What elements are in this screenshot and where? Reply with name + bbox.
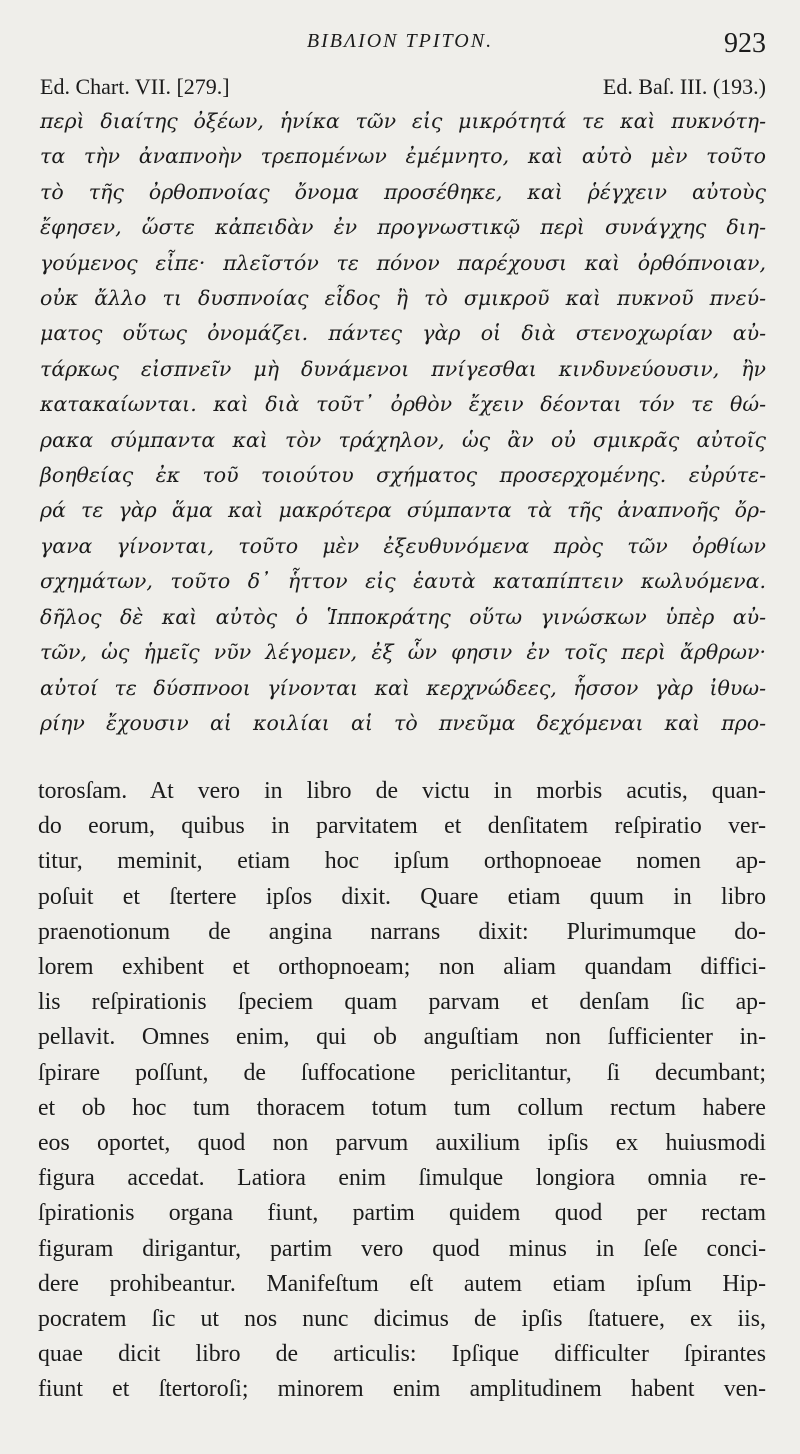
latin-line: figura accedat. Latiora enim ſimulque longiora omnia re- [38, 1165, 766, 1192]
latin-line: ſpirare poſſunt, de ſuffocatione periclitantur, ſi decumbant; [38, 1059, 766, 1086]
latin-line: ſpirationis organa fiunt, partim quidem quod per rectam [38, 1200, 766, 1227]
greek-line: βοηθείας ἐκ τοῦ τοιούτου σχήματος προσερχομένης. εὐρύτε- [40, 463, 766, 488]
latin-line: torosſam. At vero in libro de victu in morbis acutis, quan- [38, 778, 766, 804]
greek-line: ρακα σύμπαντα καὶ τὸν τράχηλον, ὡς ἂν οὐ σμικρᾶς αὐτοῖς [40, 427, 766, 452]
latin-line: et ob hoc tum thoracem totum tum collum rectum habere [38, 1094, 766, 1121]
page-number: 923 [724, 28, 766, 59]
greek-line: τάρκως εἰσπνεῖν μὴ δυνάμενοι πνίγεσθαι κινδυνεύουσιν, ἢν [40, 356, 766, 381]
latin-line: dere prohibeantur. Manifeſtum eſt autem etiam ipſum Hip- [38, 1270, 766, 1297]
greek-line: ματος οὕτως ὀνομάζει. πάντες γὰρ οἱ διὰ στενοχωρίαν αὐ- [40, 321, 766, 346]
greek-line: αὐτοί τε δύσπνοοι γίνονται καὶ κερχνώδεες, ἧσσον γὰρ ἰθυω- [40, 675, 766, 700]
greek-line: τα τὴν ἀναπνοὴν τρεπομένων ἐμέμνητο, καὶ αὐτὸ μὲν τοῦτο [40, 144, 766, 169]
latin-text-block [38, 774, 766, 1408]
latin-line: figuram dirigantur, partim vero quod minus in ſeſe conci- [38, 1235, 766, 1262]
greek-line: σχημάτων, τοῦτο δ᾽ ἧττον εἰς ἑαυτὰ καταπίπτειν κωλυόμενα. [40, 569, 766, 594]
latin-line: poſuit et ſtertere ipſos dixit. Quare etiam quum in libro [38, 883, 766, 910]
greek-line: ρίην ἔχουσιν αἱ κοιλίαι αἱ τὸ πνεῦμα δεχόμεναι καὶ προ- [40, 710, 766, 735]
greek-line: γούμενος εἶπε· πλεῖστόν τε πόνον παρέχουσι καὶ ὀρθόπνοιαν, [40, 250, 766, 275]
greek-line: ἔφησεν, ὥστε κἀπειδὰν ἐν προγνωστικῷ περὶ συνάγχης διη- [40, 215, 766, 240]
latin-line: lis reſpirationis ſpeciem quam parvam et denſam ſic ap- [38, 989, 766, 1016]
greek-line: κατακαίωνται. καὶ διὰ τοῦτ᾽ ὀρθὸν ἔχειν δέονται τόν τε θώ- [40, 392, 766, 417]
latin-line: fiunt et ſtertoroſi; minorem enim amplitudinem habent ven- [38, 1376, 766, 1403]
greek-line: γανα γίνονται, τοῦτο μὲν ἐξευθυνόμενα πρὸς τῶν ὀρθίων [40, 533, 766, 558]
latin-line: pellavit. Omnes enim, qui ob anguſtiam non ſufficienter in- [38, 1024, 766, 1051]
greek-line: οὐκ ἄλλο τι δυσπνοίας εἶδος ἢ τὸ σμικροῦ καὶ πυκνοῦ πνεύ- [40, 286, 766, 311]
running-title: ΒΙΒΛΙΟΝ ΤΡΙΤΟΝ. [306, 30, 494, 52]
latin-line: titur, meminit, etiam hoc ipſum orthopnoeae nomen ap- [38, 848, 766, 875]
latin-line: lorem exhibent et orthopnoeam; non aliam quandam diffici- [38, 954, 766, 981]
greek-line: δῆλος δὲ καὶ αὐτὸς ὁ Ἱπποκράτης οὕτω γινώσκων ὑπὲρ αὐ- [40, 604, 766, 629]
latin-line: do eorum, quibus in parvitatem et denſitatem reſpiratio ver- [38, 813, 766, 840]
greek-text-block [40, 104, 766, 741]
latin-line: praenotionum de angina narrans dixit: Plurimumque do- [38, 918, 766, 945]
greek-line: τὸ τῆς ὀρθοπνοίας ὄνομα προσέθηκε, καὶ ῥέγχειν αὐτοὺς [40, 179, 766, 204]
edition-reference-chartier: Ed. Chart. VII. [279.] [40, 74, 230, 99]
greek-line: τῶν, ὡς ἡμεῖς νῦν λέγομεν, ἐξ ὧν φησιν ἐν τοῖς περὶ ἄρθρων· [40, 640, 766, 665]
latin-line: pocratem ſic ut nos nunc dicimus de ipſis ſtatuere, ex iis, [38, 1306, 766, 1333]
greek-line: ρά τε γὰρ ἅμα καὶ μακρότερα σύμπαντα τὰ τῆς ἀναπνοῆς ὄρ- [40, 498, 766, 523]
latin-line: eos oportet, quod non parvum auxilium ipſis ex huiusmodi [38, 1130, 766, 1157]
edition-reference-basel: Ed. Baſ. III. (193.) [602, 74, 766, 99]
greek-line: περὶ διαίτης ὀξέων, ἡνίκα τῶν εἰς μικρότητά τε καὶ πυκνότη- [40, 109, 766, 133]
latin-line: quae dicit libro de articulis: Ipſique difficulter ſpirantes [38, 1341, 766, 1368]
